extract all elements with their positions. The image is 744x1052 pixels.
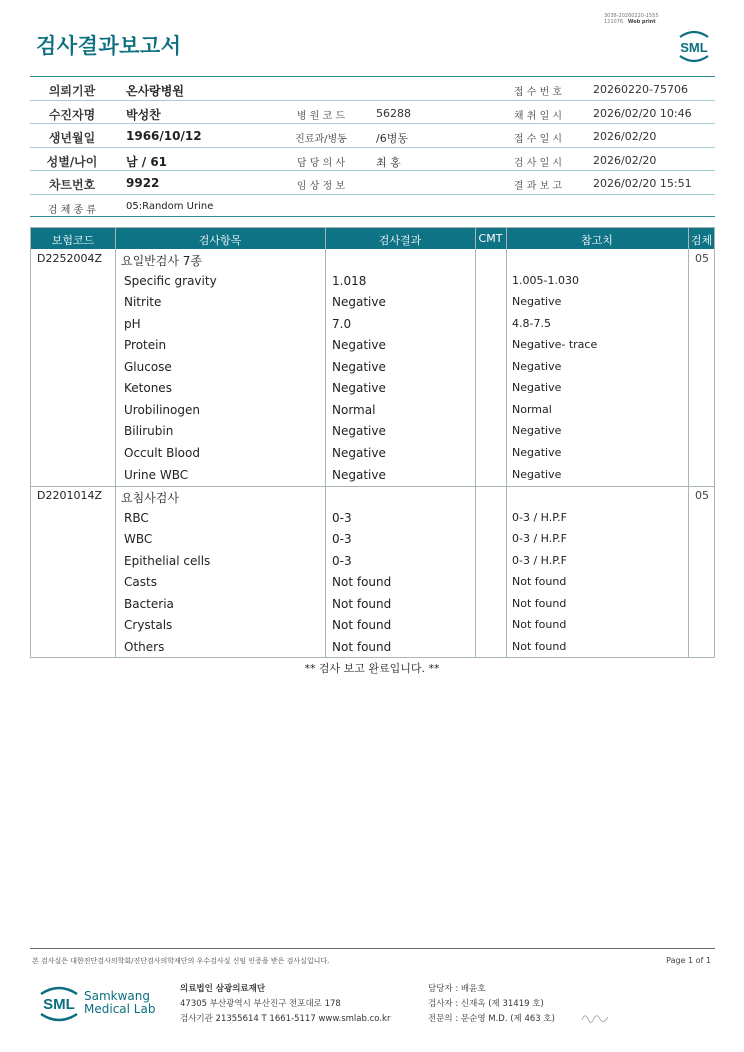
header-test-item: 검사항목 xyxy=(198,234,242,247)
results-header xyxy=(31,228,714,249)
reference-range: Negative xyxy=(512,467,562,481)
reference-range: Negative xyxy=(512,381,562,395)
patient-info-table xyxy=(30,76,715,217)
test-item-name: Nitrite xyxy=(124,295,162,310)
info-label-right: 검 사 일 시 xyxy=(513,157,563,169)
test-item-name: Specific gravity xyxy=(124,273,217,288)
sml-footer-logo-icon xyxy=(36,980,82,1026)
info-label-right: 결 과 보 고 xyxy=(513,181,563,192)
org-address: 47305 부산광역시 부산진구 전포대로 178 xyxy=(180,999,341,1009)
test-item-name: Glucose xyxy=(124,359,172,374)
print-code-line1: 3038-20260220-1555 xyxy=(604,13,659,19)
info-value-right: 2026/02/20 10:46 xyxy=(593,106,692,120)
reference-range: Not found xyxy=(512,618,567,632)
info-label: 수진자명 xyxy=(48,107,96,122)
header-cmt: CMT xyxy=(478,232,503,245)
org-contact: 검사기관 21355614 T 1661-5117 www.smlab.co.kr xyxy=(180,1014,391,1024)
test-result-value: 7.0 xyxy=(332,316,352,331)
reference-range: Not found xyxy=(512,575,567,589)
test-item-name: Urine WBC xyxy=(124,467,189,482)
info-row xyxy=(30,101,715,125)
test-item-name: Urobilinogen xyxy=(124,402,200,417)
reference-range: Negative xyxy=(512,424,562,438)
header-test-result: 검사결과 xyxy=(378,234,422,247)
info-label: 차트번호 xyxy=(48,178,96,192)
info-label-mid: 담 당 의 사 xyxy=(296,157,346,169)
info-row xyxy=(30,124,715,148)
test-item-name: Occult Blood xyxy=(124,445,200,460)
brand-line1: Samkwang xyxy=(84,989,150,1003)
info-value: 온사랑병원 xyxy=(126,84,184,98)
staff-manager: 담당자 : 배윤호 xyxy=(428,984,486,994)
brand-line2: Medical Lab xyxy=(84,1002,156,1016)
info-value-mid: 최 홍 xyxy=(376,155,401,169)
test-group-name: 요침사검사 xyxy=(121,491,179,506)
specimen-value: 05:Random Urine xyxy=(126,200,214,212)
signature-icon xyxy=(580,1010,610,1024)
info-label: 의뢰기관 xyxy=(48,84,96,98)
test-item-name: Epithelial cells xyxy=(124,553,211,568)
staff-tester: 검사자 : 신재옥 (제 31419 호) xyxy=(428,999,544,1009)
page-number: Page 1 of 1 xyxy=(666,956,711,965)
reference-range: Not found xyxy=(512,596,567,610)
certification-text: 본 검사실은 대한진단검사의학회/진단검사의학재단의 우수검사실 신임 인증을 받은 검사실입니다. xyxy=(32,957,330,965)
test-item-name: Protein xyxy=(124,338,167,353)
info-value-mid: 56288 xyxy=(376,106,411,120)
info-value-mid: /6병동 xyxy=(376,132,408,145)
reference-range: Negative xyxy=(512,359,562,373)
results-table xyxy=(30,227,715,658)
reference-range: 0-3 / H.P.F xyxy=(512,553,567,567)
test-result-value: Negative xyxy=(332,445,386,460)
test-result-value: 0-3 xyxy=(332,510,352,525)
reference-range: 1.005-1.030 xyxy=(512,273,579,287)
test-item-name: Crystals xyxy=(124,618,173,633)
report-title: 검사결과보고서 xyxy=(36,34,182,58)
insurance-code: D2252004Z xyxy=(37,252,102,265)
header-specimen: 검체 xyxy=(690,234,713,247)
brand-name xyxy=(84,990,155,1016)
organization-info xyxy=(180,982,390,1027)
reference-range: 0-3 / H.P.F xyxy=(512,510,567,524)
reference-range: Negative- trace xyxy=(512,338,598,352)
specimen-label: 검 체 종 류 xyxy=(47,204,97,216)
info-label-right: 접 수 번 호 xyxy=(513,87,563,98)
test-result-value: Negative xyxy=(332,338,386,353)
report-complete-note: ** 검사 보고 완료입니다. ** xyxy=(304,662,440,675)
reference-range: Negative xyxy=(512,295,562,309)
sml-logo-icon xyxy=(674,26,714,66)
reference-range: Normal xyxy=(512,402,552,416)
print-code xyxy=(604,13,659,25)
test-result-value: 1.018 xyxy=(332,273,367,288)
test-item-name: Ketones xyxy=(124,381,172,396)
reference-range: Not found xyxy=(512,639,567,653)
staff-info xyxy=(428,982,555,1027)
footer-divider xyxy=(30,948,715,949)
test-result-value: Negative xyxy=(332,424,386,439)
header-reference: 참고치 xyxy=(581,234,613,247)
info-row xyxy=(30,77,715,101)
staff-specialist: 전문의 : 문순영 M.D. (제 463 호) xyxy=(428,1014,555,1024)
info-value: 1966/10/12 xyxy=(126,129,202,143)
insurance-code: D2201014Z xyxy=(37,489,102,503)
info-value: 9922 xyxy=(126,176,160,190)
group-divider xyxy=(31,486,714,487)
web-print-label: Web print xyxy=(627,19,656,25)
test-item-name: pH xyxy=(124,316,141,331)
org-name: 의료법인 삼광의료재단 xyxy=(180,984,266,994)
test-result-value: Normal xyxy=(332,402,376,417)
specimen-code: 05 xyxy=(695,489,709,503)
info-label-mid: 임 상 정 보 xyxy=(296,181,346,192)
info-value-right: 2026/02/20 xyxy=(593,153,657,167)
test-result-value: Negative xyxy=(332,295,386,310)
reference-range: 4.8-7.5 xyxy=(512,316,551,330)
info-label-mid: 진료과/병동 xyxy=(295,134,347,145)
header-insurance-code: 보험코드 xyxy=(51,234,95,247)
reference-range: Negative xyxy=(512,445,562,459)
test-result-value: Not found xyxy=(332,618,392,633)
info-value-right: 2026/02/20 xyxy=(593,130,657,143)
test-item-name: WBC xyxy=(124,532,153,547)
test-result-value: Not found xyxy=(332,639,392,654)
specimen-row xyxy=(30,195,715,217)
test-result-value: Negative xyxy=(332,467,386,482)
info-row xyxy=(30,148,715,172)
info-value-right: 2026/02/20 15:51 xyxy=(593,177,692,190)
test-result-value: Not found xyxy=(332,596,392,611)
info-label: 생년월일 xyxy=(48,131,96,145)
test-result-value: Negative xyxy=(332,359,386,374)
info-value: 남 / 61 xyxy=(126,154,168,169)
test-result-value: 0-3 xyxy=(332,532,352,547)
info-label-right: 접 수 일 시 xyxy=(513,134,563,145)
test-result-value: Not found xyxy=(332,575,392,590)
test-item-name: Casts xyxy=(124,575,157,590)
info-label-mid: 병 원 코 드 xyxy=(296,110,346,122)
svg-text:SML: SML xyxy=(680,40,708,55)
info-row xyxy=(30,171,715,195)
test-group-name: 요일반검사 7종 xyxy=(121,254,203,268)
specimen-code: 05 xyxy=(695,252,709,265)
info-label: 성별/나이 xyxy=(46,154,98,169)
svg-text:SML: SML xyxy=(43,996,75,1013)
info-label-right: 채 취 일 시 xyxy=(513,110,563,122)
print-code-line2: 121076 Web print xyxy=(604,19,656,25)
info-value-right: 20260220-75706 xyxy=(593,83,688,96)
info-value: 박성찬 xyxy=(126,107,161,122)
test-result-value: Negative xyxy=(332,381,386,396)
test-item-name: Bilirubin xyxy=(124,424,174,439)
test-item-name: RBC xyxy=(124,510,149,525)
reference-range: 0-3 / H.P.F xyxy=(512,532,567,546)
test-item-name: Others xyxy=(124,639,165,654)
test-result-value: 0-3 xyxy=(332,553,352,568)
test-item-name: Bacteria xyxy=(124,596,174,611)
